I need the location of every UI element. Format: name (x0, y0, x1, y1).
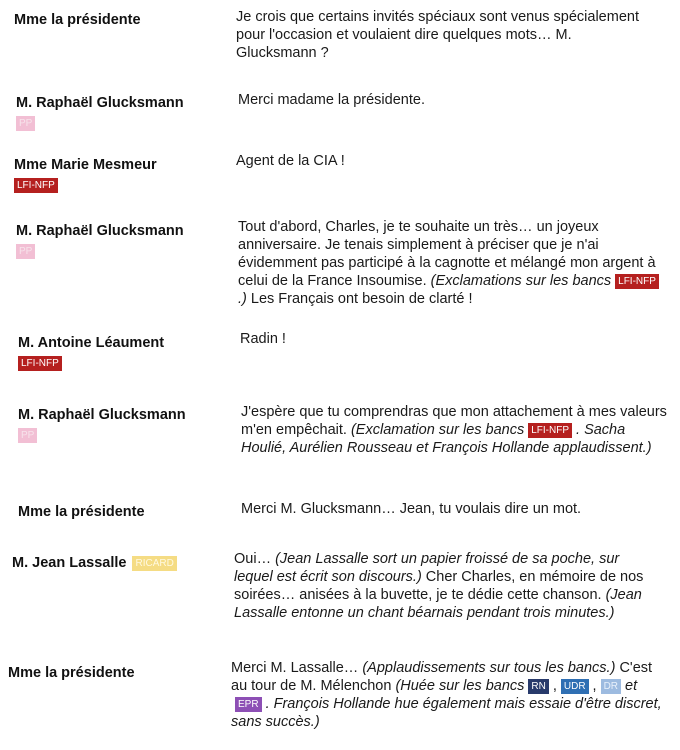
speech-text (241, 403, 671, 457)
speaker-label: Mme Marie Mesmeur (14, 157, 157, 173)
speaker-name (14, 156, 157, 193)
stage-direction: . François Hollande hue également mais essaie d'être discret, sans succès.) (231, 696, 662, 730)
speaker-label: Mme la présidente (18, 504, 145, 520)
party-badge: PP (18, 428, 37, 443)
speaker-label: Mme la présidente (14, 12, 141, 28)
separator: , (552, 678, 557, 694)
speaker-name (18, 334, 164, 371)
separator: et (625, 678, 638, 694)
speaker-name (16, 222, 184, 259)
speech-text (241, 500, 661, 518)
stage-direction: (Exclamation sur les bancs (350, 422, 525, 438)
party-badge: EPR (235, 697, 262, 712)
speaker-label: M. Raphaël Glucksmann (16, 223, 184, 239)
speaker-label: M. Raphaël Glucksmann (16, 95, 184, 111)
stage-direction: (Huée sur les bancs (395, 678, 525, 694)
stage-direction: (Jean Lassalle entonne un chant béarnais pendant trois minutes.) (234, 587, 642, 621)
separator: , (592, 678, 597, 694)
speech-text (238, 91, 658, 109)
speaker-label: M. Antoine Léaument (18, 335, 165, 351)
party-badge: LFI-NFP (14, 178, 58, 193)
party-badge: PP (16, 244, 35, 259)
speech-content: Merci M. Lassalle… (231, 660, 363, 676)
speech-text (236, 152, 656, 170)
speaker-label: M. Raphaël Glucksmann (18, 407, 186, 423)
speech-content: Merci madame la présidente. (238, 92, 425, 108)
speaker-name (16, 94, 184, 131)
party-badge: LFI-NFP (528, 423, 572, 438)
speech-content: Je crois que certains invités spéciaux sont venus spécialement pour l'occasion et voulaient dire quelques mots… M. Glucksmann ? (236, 9, 639, 61)
stage-direction: . Sacha Houlié, Aurélien Rousseau et François Hollande applaudissent.) (241, 422, 652, 456)
speaker-name (18, 406, 186, 443)
speaker-name (18, 503, 145, 521)
speech-content: Les Français ont besoin de clarté ! (246, 291, 473, 307)
speech-content: Cher Charles, en mémoire de nos soirées… anisées à la buvette, je te dédie cette chanson. (234, 569, 644, 603)
speech-text (236, 8, 646, 62)
speech-text (240, 330, 660, 348)
speech-content: Merci M. Glucksmann… Jean, tu voulais dire un mot. (241, 501, 582, 517)
stage-direction: .) (238, 291, 247, 307)
speaker-name (12, 554, 177, 572)
speech-content: Radin ! (240, 331, 286, 347)
party-badge: LFI-NFP (18, 356, 62, 371)
speech-content: Agent de la CIA ! (236, 153, 345, 169)
speaker-name (14, 11, 141, 29)
party-badge: PP (16, 116, 35, 131)
stage-direction: (Jean Lassalle sort un papier froissé de sa poche, sur lequel est écrit son discours.) (234, 551, 620, 585)
stage-direction: (Applaudissements sur tous les bancs.) (362, 660, 616, 676)
party-badge: RN (528, 679, 548, 694)
stage-direction: (Exclamations sur les bancs (430, 273, 612, 289)
speech-content: C'est au tour de M. Mélenchon (231, 660, 653, 694)
party-badge: RICARD (132, 556, 176, 571)
speech-text (238, 218, 668, 308)
speech-content: Tout d'abord, Charles, je te souhaite un très… un joyeux anniversaire. Je tenais simplement à préciser que je n'ai évidemment pas participé à la cagnotte et mélangé mon argent à celui de la France Insoumise. (238, 219, 656, 289)
party-badge: LFI-NFP (615, 274, 659, 289)
speaker-label: M. Jean Lassalle (12, 555, 127, 571)
speech-text (231, 659, 671, 731)
party-badge: DR (601, 679, 621, 694)
speech-text (234, 550, 656, 622)
speech-content: J'espère que tu comprendras que mon attachement à mes valeurs m'en empêchait. (241, 404, 667, 438)
speech-content: Oui… (234, 551, 276, 567)
party-badge: UDR (561, 679, 589, 694)
speaker-label: Mme la présidente (8, 665, 135, 681)
speaker-name (8, 664, 135, 682)
